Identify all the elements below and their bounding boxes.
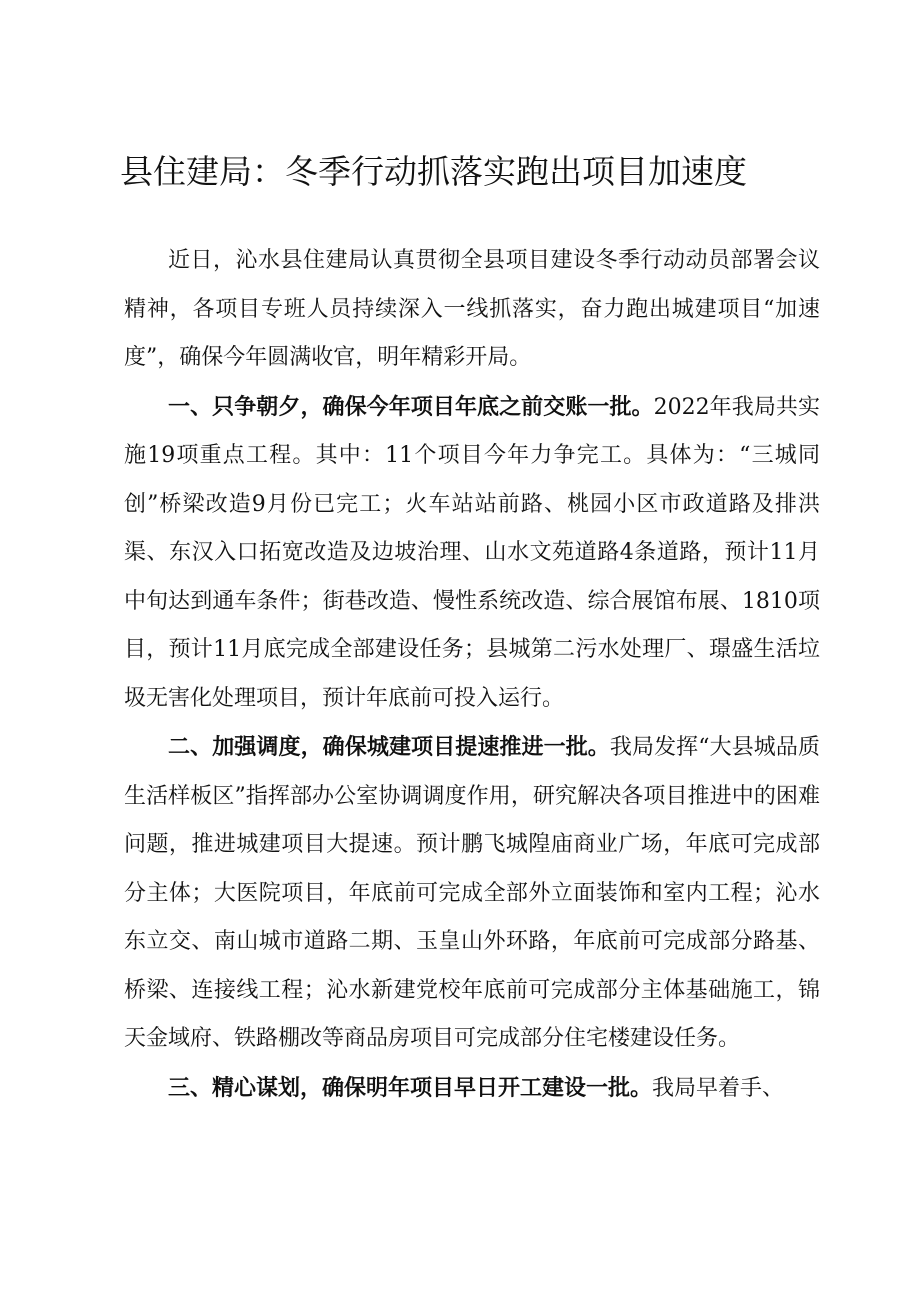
paragraph-text: 近日，沁水县住建局认真贯彻全县项目建设冬季行动动员部署会议精神，各项目专班人员持续深入一线抓落实，奋力跑出城建项目“加速度”，确保今年圆满收官，明年精彩开局。: [124, 248, 820, 370]
paragraph-text: 我局早着手、: [652, 1075, 785, 1101]
paragraph-lead: 二、加强调度，确保城建项目提速推进一批。: [168, 734, 610, 760]
paragraph-section-1: [124, 383, 820, 724]
paragraph-intro: [124, 236, 820, 383]
paragraph-text: 2022年我局共实施19项重点工程。其中：11个项目今年力争完工。具体为：“三城同创”桥梁改造9月份已完工；火车站站前路、桃园小区市政道路及排洪渠、东汉入口拓宽改造及边坡治理、山水文苑道路4条道路，预计11月中旬达到通车条件；街巷改造、慢性系统改造、综合展馆布展、1810项目，预计11月底完成全部建设任务；县城第二污水处理厂、璟盛生活垃圾无害化处理项目，预计年底前可投入运行。: [124, 394, 820, 711]
page-title: 县住建局：冬季行动抓落实跑出项目加速度: [120, 152, 747, 191]
paragraph-lead: 一、只争朝夕，确保今年项目年底之前交账一批。: [168, 393, 654, 420]
article-body: [124, 236, 820, 1113]
paragraph-section-2: [124, 723, 820, 1064]
paragraph-section-3: [124, 1064, 820, 1114]
paragraph-text: 我局发挥“大县城品质生活样板区”指挥部办公室协调调度作用，研究解决各项目推进中的困难问题，推进城建项目大提速。预计鹏飞城隍庙商业广场，年底可完成部分主体；大医院项目，年底前可完成全部外立面装饰和室内工程；沁水东立交、南山城市道路二期、玉皇山外环路，年底前可完成部分路基、桥梁、连接线工程；沁水新建党校年底前可完成部分主体基础施工，锦天金域府、铁路棚改等商品房项目可完成部分住宅楼建设任务。: [124, 735, 820, 1051]
paragraph-lead: 三、精心谋划，确保明年项目早日开工建设一批。: [168, 1074, 653, 1101]
